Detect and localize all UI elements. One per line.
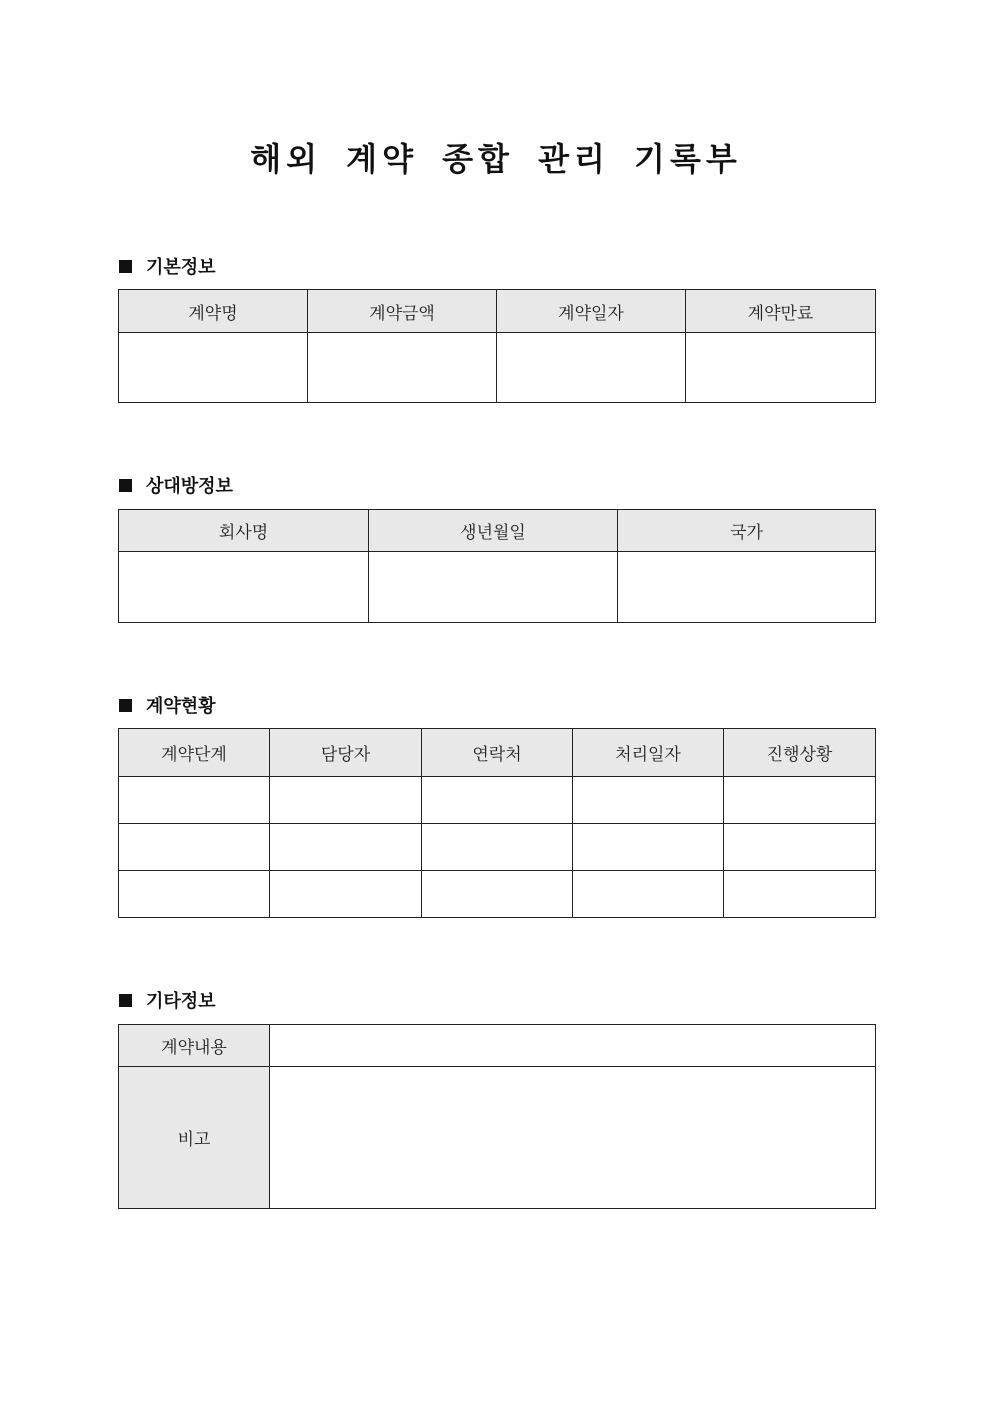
bullet-square-icon <box>119 994 132 1007</box>
cell-contract-name[interactable] <box>119 333 308 403</box>
header-country: 국가 <box>618 510 876 552</box>
bullet-square-icon <box>119 479 132 492</box>
section-heading-other <box>119 987 216 1013</box>
cell-remarks[interactable] <box>270 1067 876 1209</box>
table-row <box>119 871 876 918</box>
cell-country[interactable] <box>618 552 876 623</box>
header-contract-date: 계약일자 <box>497 290 686 333</box>
cell-contact[interactable] <box>422 777 573 824</box>
header-contract-amount: 계약금액 <box>308 290 497 333</box>
counterparty-info-table <box>118 509 876 623</box>
cell-contract-amount[interactable] <box>308 333 497 403</box>
section-heading-counterparty <box>119 472 233 498</box>
header-contract-name: 계약명 <box>119 290 308 333</box>
cell-contract-stage[interactable] <box>119 824 270 871</box>
cell-process-date[interactable] <box>573 777 724 824</box>
cell-manager[interactable] <box>270 871 422 918</box>
contract-status-table <box>118 728 876 918</box>
header-company-name: 회사명 <box>119 510 369 552</box>
cell-contract-expiry[interactable] <box>686 333 876 403</box>
cell-contact[interactable] <box>422 824 573 871</box>
document-title: 해외 계약 종합 관리 기록부 <box>250 140 742 178</box>
header-manager: 담당자 <box>270 729 422 777</box>
header-contract-stage: 계약단계 <box>119 729 270 777</box>
bullet-square-icon <box>119 699 132 712</box>
table-header-row <box>119 729 876 777</box>
table-row <box>119 333 876 403</box>
section-heading-status <box>119 692 216 718</box>
label-remarks: 비고 <box>119 1067 270 1209</box>
table-row <box>119 1067 876 1209</box>
label-contract-content: 계약내용 <box>119 1025 270 1067</box>
section-heading-basic-label: 기본정보 <box>146 257 216 278</box>
bullet-square-icon <box>119 260 132 273</box>
table-row <box>119 1025 876 1067</box>
other-info-table <box>118 1024 876 1209</box>
table-row <box>119 824 876 871</box>
cell-process-date[interactable] <box>573 871 724 918</box>
section-heading-basic <box>119 253 216 279</box>
section-heading-other-label: 기타정보 <box>146 991 216 1012</box>
section-heading-counterparty-label: 상대방정보 <box>146 476 233 497</box>
header-process-date: 처리일자 <box>573 729 724 777</box>
section-heading-status-label: 계약현황 <box>146 696 216 717</box>
table-header-row <box>119 290 876 333</box>
cell-contact[interactable] <box>422 871 573 918</box>
cell-progress[interactable] <box>724 871 876 918</box>
table-header-row <box>119 510 876 552</box>
cell-contract-stage[interactable] <box>119 871 270 918</box>
cell-contract-content[interactable] <box>270 1025 876 1067</box>
header-birth-date: 생년월일 <box>369 510 618 552</box>
basic-info-table <box>118 289 876 403</box>
cell-manager[interactable] <box>270 777 422 824</box>
header-contract-expiry: 계약만료 <box>686 290 876 333</box>
cell-manager[interactable] <box>270 824 422 871</box>
cell-company-name[interactable] <box>119 552 369 623</box>
cell-contract-date[interactable] <box>497 333 686 403</box>
cell-progress[interactable] <box>724 777 876 824</box>
cell-process-date[interactable] <box>573 824 724 871</box>
cell-contract-stage[interactable] <box>119 777 270 824</box>
header-contact: 연락처 <box>422 729 573 777</box>
table-row <box>119 777 876 824</box>
cell-birth-date[interactable] <box>369 552 618 623</box>
cell-progress[interactable] <box>724 824 876 871</box>
header-progress: 진행상황 <box>724 729 876 777</box>
table-row <box>119 552 876 623</box>
